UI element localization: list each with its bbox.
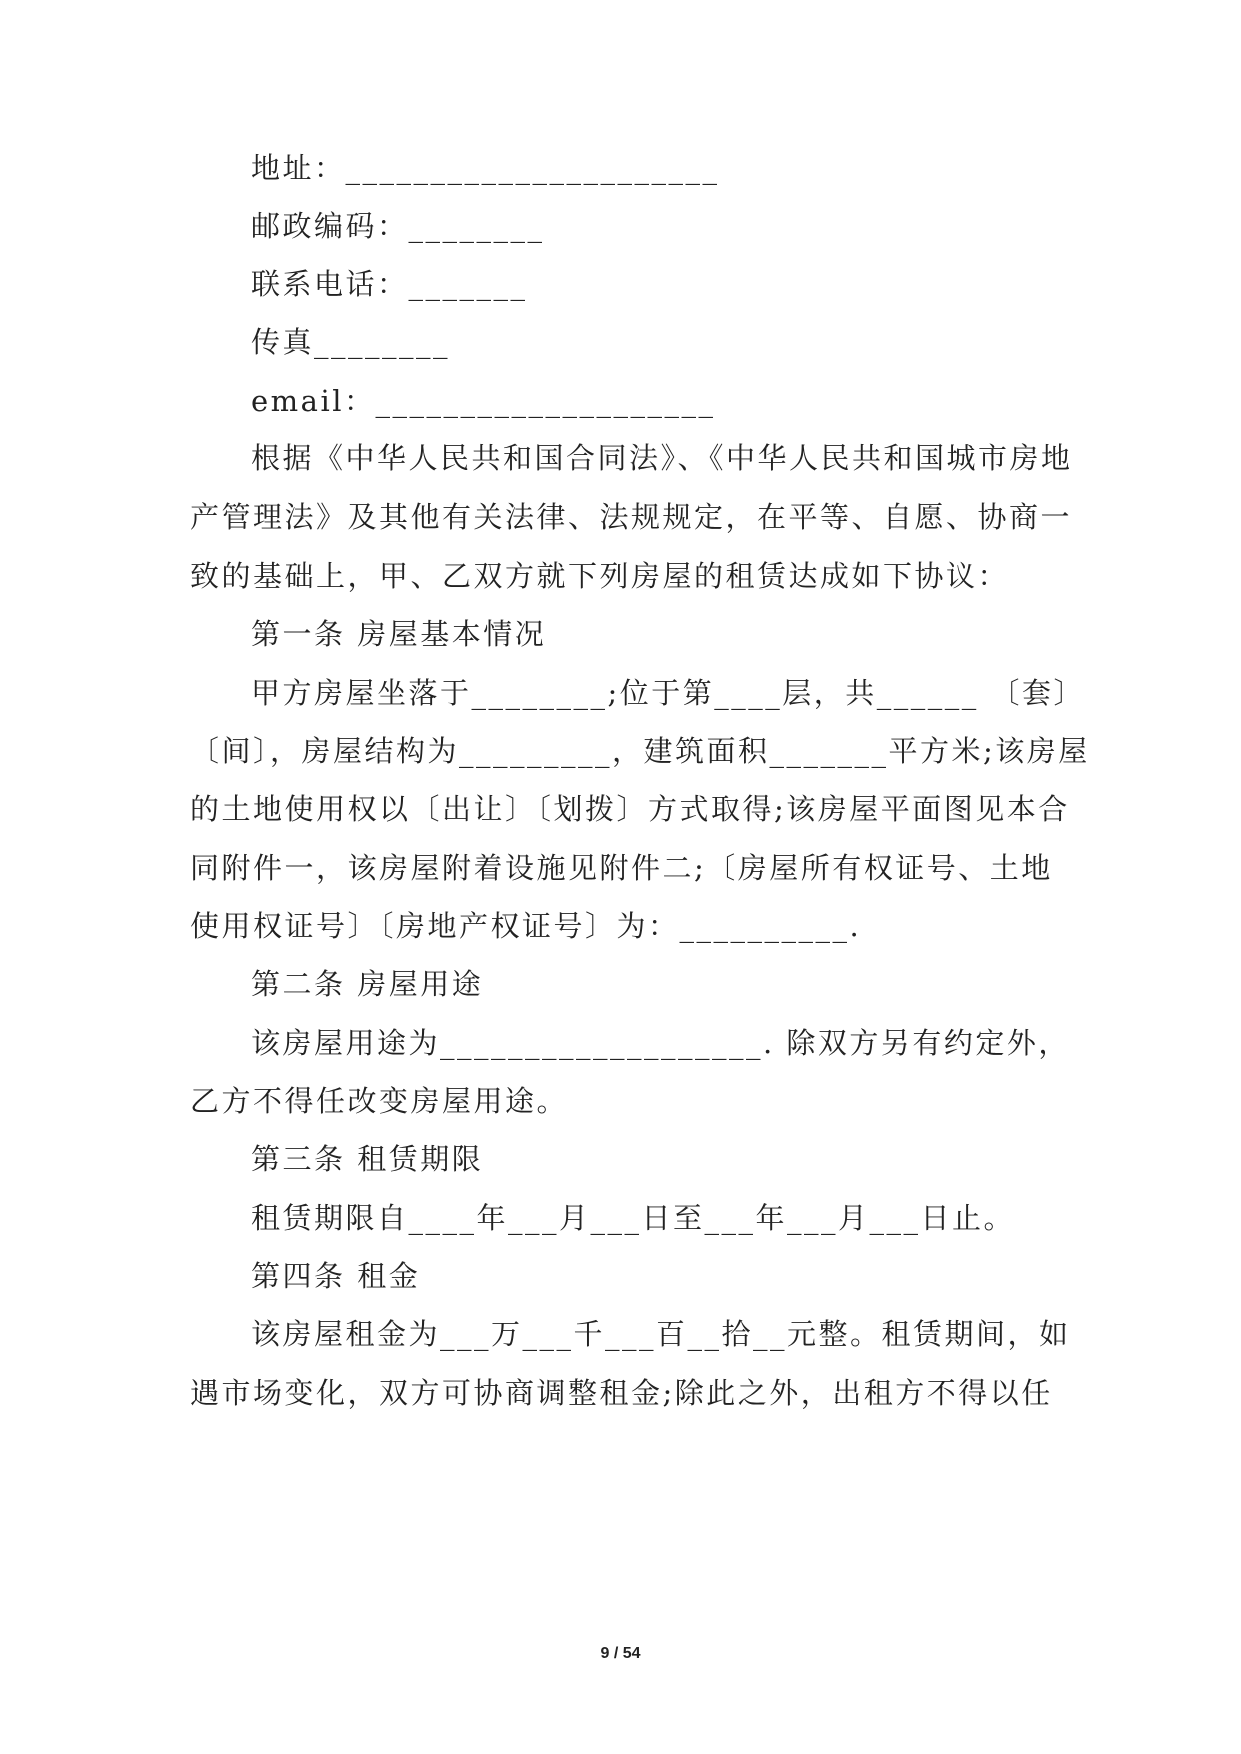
postal-code-line: 邮政编码：________ — [251, 209, 545, 243]
email-line: email：____________________ — [251, 384, 716, 418]
article-1-title: 第一条 房屋基本情况 — [251, 617, 547, 651]
article-1-line: 同附件一，该房屋附着设施见附件二;〔房屋所有权证号、土地 — [190, 851, 1053, 885]
article-4-title: 第四条 租金 — [251, 1259, 421, 1293]
preamble-line: 产管理法》及其他有关法律、法规规定，在平等、自愿、协商一 — [190, 500, 1073, 534]
article-3-line: 租赁期限自____年___月___日至___年___月___日止。 — [251, 1201, 1016, 1235]
article-1-line: 〔间〕，房屋结构为_________，建筑面积_______平方米;该房屋 — [190, 734, 1090, 768]
article-4-line: 该房屋租金为___万___千___百__拾__元整。租赁期间，如 — [251, 1317, 1071, 1351]
article-4-line: 遇市场变化，双方可协商调整租金;除此之外，出租方不得以任 — [190, 1376, 1053, 1410]
article-2-title: 第二条 房屋用途 — [251, 967, 484, 1001]
article-3-title: 第三条 租赁期限 — [251, 1142, 484, 1176]
article-1-line: 的土地使用权以〔出让〕〔划拨〕方式取得;该房屋平面图见本合 — [190, 792, 1070, 826]
article-1-line: 甲方房屋坐落于________;位于第____层，共______ 〔套〕 — [251, 676, 1085, 710]
address-line: 地址：______________________ — [251, 151, 720, 185]
preamble-line: 根据《中华人民共和国合同法》、《中华人民共和国城市房地 — [251, 441, 1073, 475]
article-2-line: 该房屋用途为___________________. 除双方另有约定外， — [251, 1026, 1070, 1060]
article-2-line: 乙方不得任改变房屋用途。 — [190, 1084, 569, 1118]
fax-line: 传真________ — [251, 325, 451, 359]
article-1-line: 使用权证号〕〔房地产权证号〕为：__________. — [190, 909, 862, 943]
page-number: 9 / 54 — [600, 1645, 641, 1662]
phone-line: 联系电话：_______ — [251, 267, 528, 301]
preamble-line: 致的基础上，甲、乙双方就下列房屋的租赁达成如下协议： — [190, 559, 1010, 593]
